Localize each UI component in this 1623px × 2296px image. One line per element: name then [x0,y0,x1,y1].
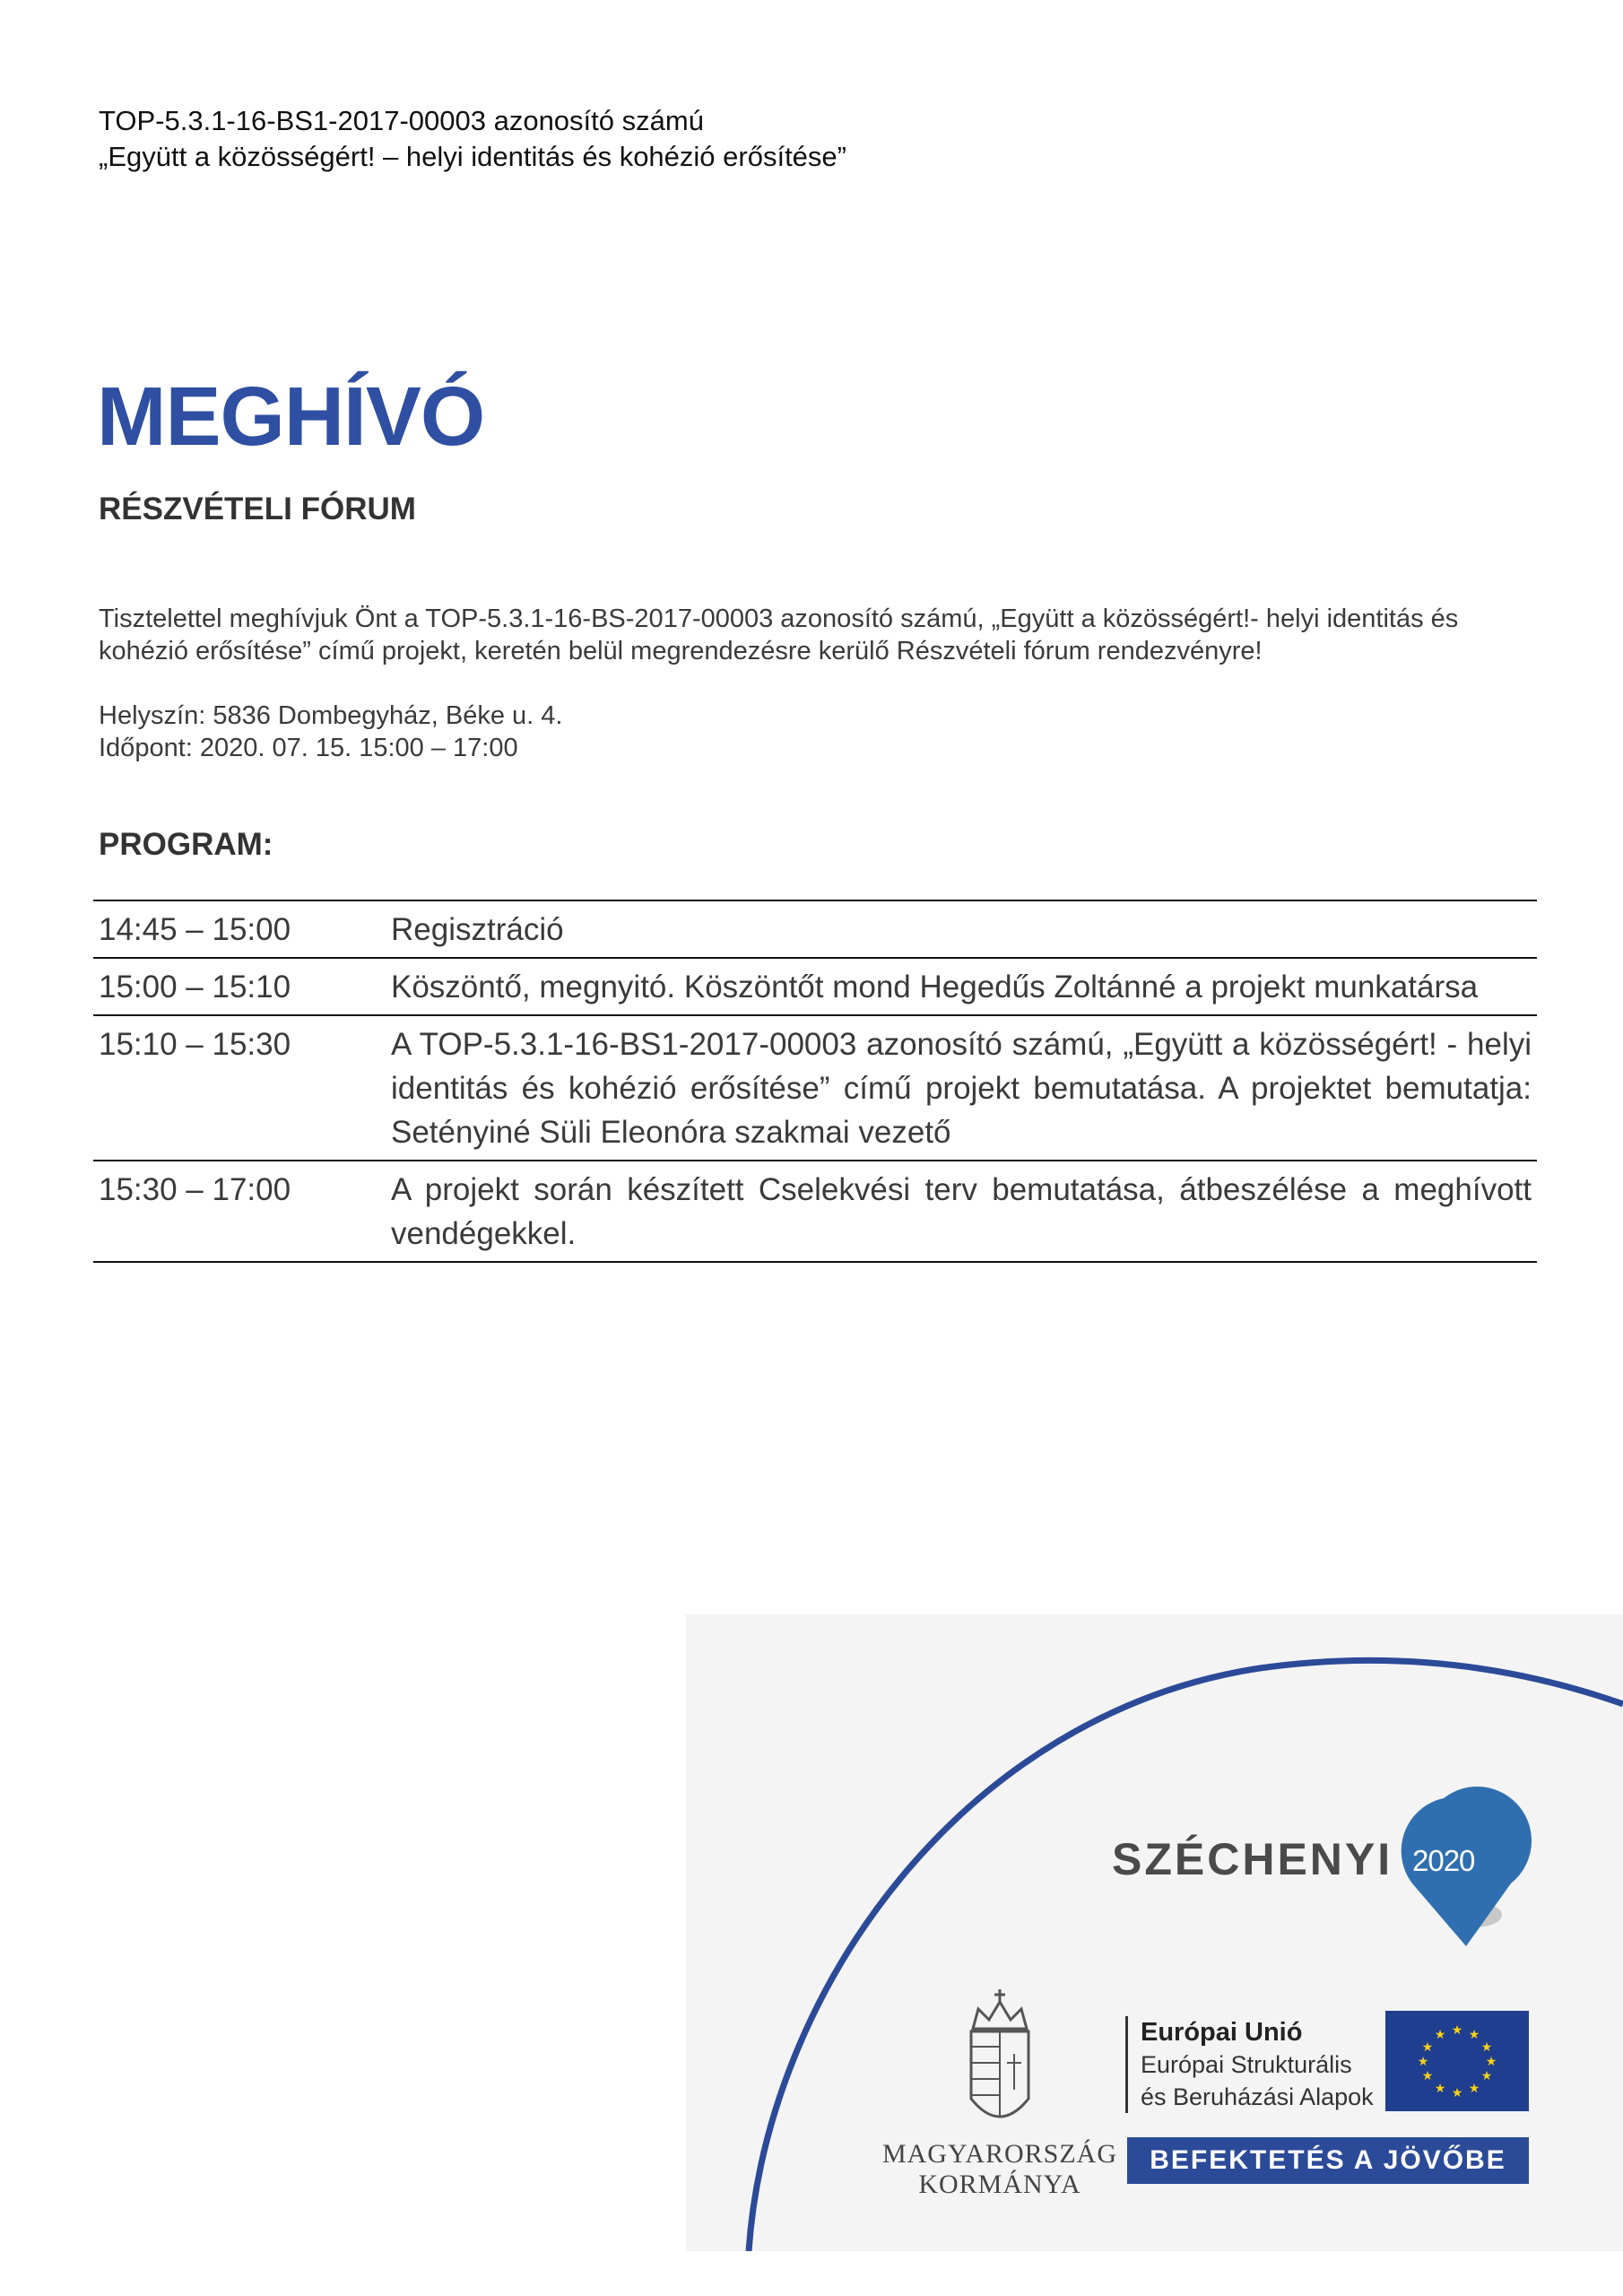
eu-line-2: és Beruházási Alapok [1141,2083,1374,2110]
eu-flag-icon [1385,2011,1529,2111]
svg-text:★: ★ [1468,2082,1480,2096]
eu-title: Európai Unió [1141,2018,1303,2047]
eu-funds-text [1125,2016,1374,2113]
svg-text:★: ★ [1468,2028,1480,2042]
row-time: 15:30 – 17:00 [99,1172,291,1207]
svg-text:★: ★ [1421,2069,1434,2083]
table-row [93,901,1537,957]
eu-line-1: Európai Strukturális [1141,2051,1352,2078]
row-description: A projekt során készített Cselekvési terv bemutatása, átbeszélése a meghívott vendégekkel. [391,1172,1532,1251]
svg-text:★: ★ [1480,2069,1493,2083]
row-time: 15:00 – 15:10 [99,970,291,1004]
row-time: 15:10 – 15:30 [99,1027,291,1062]
intro-paragraph: Tisztelettel meghívjuk Önt a TOP-5.3.1-16-BS-2017-00003 azonosító számú, „Együtt a közösségért!- helyi identitás és kohézió erősítése” című projekt, keretén belül megrendezésre kerülő Részvételi fórum rendezvényre! [99,604,1459,665]
program-table [93,900,1537,1263]
table-row [93,957,1537,1014]
row-description: Regisztráció [391,912,564,947]
gov-line-1: MAGYARORSZÁG [881,2139,1118,2169]
svg-text:★: ★ [1451,2023,1463,2038]
row-description: Köszöntő, megnyitó. Köszöntőt mond Hegedűs Zoltánné a projekt munkatársa [391,970,1479,1004]
coat-of-arms-icon [971,1989,1028,2117]
szechenyi-year: 2020 [1412,1844,1475,1877]
svg-text:★: ★ [1480,2040,1493,2055]
invest-banner: BEFEKTETÉS A JÖVŐBE [1127,2137,1529,2184]
funding-logo-panel [686,1614,1623,2251]
svg-text:★: ★ [1451,2086,1463,2100]
time-line: Időpont: 2020. 07. 15. 15:00 – 17:00 [99,734,518,762]
svg-text:★: ★ [1485,2055,1497,2069]
svg-text:★: ★ [1434,2028,1446,2042]
svg-text:★: ★ [1417,2055,1429,2069]
government-logo-text [879,2139,1121,2200]
svg-text:★: ★ [1421,2040,1434,2055]
document-header [99,103,846,175]
row-time: 14:45 – 15:00 [99,912,291,947]
program-heading: PROGRAM: [99,827,273,862]
page-title: MEGHÍVÓ [97,370,485,463]
row-description: A TOP-5.3.1-16-BS1-2017-00003 azonosító számú, „Együtt a közösségért! - helyi identitás és kohézió erősítése” című projekt bemutatása. A projektet bemutatja: Setényiné Süli Eleonóra szakmai vezető [391,1027,1532,1150]
svg-text:★: ★ [1434,2082,1446,2096]
table-row [93,1160,1537,1261]
project-name-line: „Együtt a közösségért! – helyi identitás és kohézió erősítése” [99,141,846,172]
location-line: Helyszín: 5836 Dombegyház, Béke u. 4. [99,701,563,730]
szechenyi-logo-text: SZÉCHENYI [1112,1834,1393,1884]
eu-stars [1385,2011,1529,2111]
table-row [93,1014,1537,1160]
event-details [99,700,562,764]
page-subtitle: RÉSZVÉTELI FÓRUM [99,491,416,526]
gov-line-2: KORMÁNYA [918,2170,1081,2199]
project-id-line: TOP-5.3.1-16-BS1-2017-00003 azonosító számú [99,105,704,136]
